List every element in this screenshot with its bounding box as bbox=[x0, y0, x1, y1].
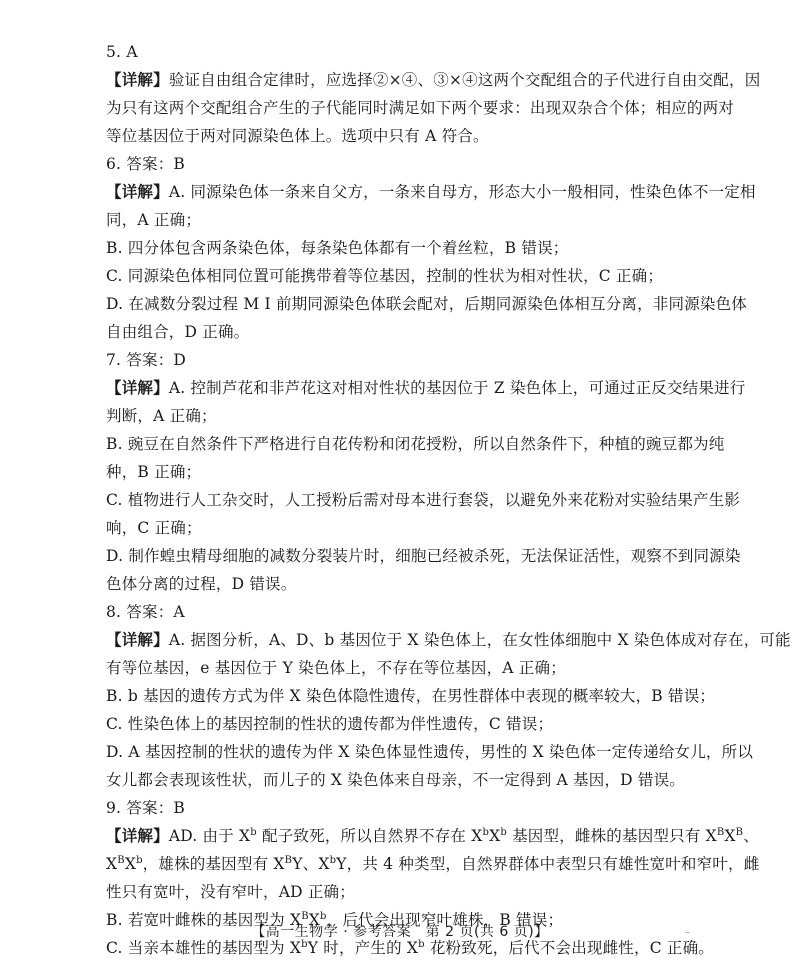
superscript-allele: b bbox=[482, 826, 490, 838]
text-line bbox=[106, 770, 706, 798]
line-text: 5. A bbox=[106, 43, 138, 61]
text-line bbox=[106, 826, 759, 854]
line-text: 验证自由组合定律时，应选择②×④、③×④这两个交配组合的子代进行自由交配，因 bbox=[168, 71, 761, 89]
line-text: 判断，A 正确； bbox=[106, 407, 217, 425]
corner-mark: ⁻ bbox=[684, 930, 690, 941]
text-line bbox=[106, 462, 706, 490]
line-text-segment: X bbox=[106, 855, 118, 873]
text-line bbox=[106, 350, 706, 378]
line-text: 8. 答案：A bbox=[106, 603, 185, 621]
line-text: C. 植物进行人工杂交时，人工授粉后需对母本进行套袋，以避免外来花粉对实验结果产生影 bbox=[106, 491, 741, 509]
line-text: 女儿都会表现该性状，而儿子的 X 染色体来自母亲，不一定得到 A 基因，D 错误。 bbox=[106, 771, 685, 789]
text-line bbox=[106, 546, 741, 574]
page-footer: 【高一生物学 · 参考答案 第 2 页(共 6 页)】 bbox=[251, 924, 549, 940]
text-line bbox=[106, 574, 706, 602]
text-line bbox=[106, 714, 706, 742]
line-text-segment: ，雄株的基因型有 X bbox=[142, 855, 285, 873]
line-text: A. 控制芦花和非芦花这对相对性状的基因位于 Z 染色体上，可通过正反交结果进行 bbox=[168, 379, 746, 397]
text-line bbox=[106, 406, 706, 434]
text-line bbox=[106, 854, 760, 882]
text-line bbox=[106, 154, 706, 182]
line-text: A. 同源染色体一条来自父方，一条来自母方，形态大小一般相同，性染色体不一定相 bbox=[168, 183, 756, 201]
line-text: 种，B 正确； bbox=[106, 463, 202, 481]
line-text-segment: X bbox=[308, 911, 321, 929]
superscript-allele: b bbox=[136, 854, 143, 866]
line-text: 为只有这两个交配组合产生的子代能同时满足如下两个要求：出现双杂合个体；相应的两对 bbox=[106, 99, 735, 117]
text-line bbox=[106, 378, 746, 406]
superscript-allele: B bbox=[716, 826, 725, 838]
superscript-allele: B bbox=[117, 854, 125, 866]
text-line bbox=[106, 658, 706, 686]
line-text-segment: Y 时，产生的 X bbox=[307, 939, 419, 957]
answer-text-body bbox=[106, 42, 791, 966]
line-text: 6. 答案：B bbox=[106, 155, 186, 173]
line-text-segment: X bbox=[124, 855, 137, 873]
text-line bbox=[106, 882, 706, 910]
superscript-allele: b bbox=[500, 826, 507, 838]
line-text: D. 在减数分裂过程 M Ⅰ 前期同源染色体联会配对，后期同源染色体相互分离，非同源染色体 bbox=[106, 295, 748, 313]
line-text: 9. 答案：B bbox=[106, 799, 186, 817]
line-text-segment: 花粉致死，后代不会出现雌性，C 正确。 bbox=[424, 939, 714, 957]
text-line bbox=[106, 938, 714, 966]
superscript-allele: B bbox=[735, 826, 744, 838]
text-line bbox=[106, 518, 706, 546]
text-line bbox=[106, 602, 706, 630]
text-line bbox=[106, 70, 761, 98]
line-text: B. b 基因的遗传方式为伴 X 染色体隐性遗传，在男性群体中表现的概率较大，B 错误； bbox=[106, 687, 716, 705]
line-text: 同，A 正确； bbox=[106, 211, 202, 229]
line-text: C. 同源染色体相同位置可能携带着等位基因，控制的性状为相对性状，C 正确； bbox=[106, 267, 664, 285]
text-line bbox=[106, 238, 706, 266]
explanation-tag: 【详解】 bbox=[106, 631, 169, 649]
line-text: 7. 答案：D bbox=[106, 351, 187, 369]
line-text-segment: 、 bbox=[743, 827, 759, 845]
text-line bbox=[106, 182, 756, 210]
text-line bbox=[106, 434, 725, 462]
line-text-segment: X bbox=[724, 827, 736, 845]
text-line bbox=[106, 742, 754, 770]
superscript-allele: b bbox=[320, 910, 327, 922]
text-line bbox=[106, 126, 706, 154]
line-text-segment: AD. 由于 X bbox=[168, 827, 251, 845]
line-text-segment: ，后代会出现窄叶雄株，B 错误； bbox=[326, 911, 564, 929]
line-text-segment: B. 若宽叶雌株的基因型为 X bbox=[106, 911, 302, 929]
explanation-tag: 【详解】 bbox=[106, 183, 169, 201]
line-text: 响，C 正确； bbox=[106, 519, 202, 537]
text-line bbox=[106, 686, 716, 714]
line-text: 自由组合，D 正确。 bbox=[106, 323, 250, 341]
line-text: B. 四分体包含两条染色体，每条染色体都有一个着丝粒，B 错误； bbox=[106, 239, 569, 257]
text-line bbox=[106, 42, 706, 70]
superscript-allele: b bbox=[250, 826, 257, 838]
text-line bbox=[106, 322, 706, 350]
line-text-segment: 配子致死，所以自然界不存在 X bbox=[256, 827, 483, 845]
superscript-allele: b bbox=[329, 854, 337, 866]
text-line bbox=[106, 210, 706, 238]
line-text: B. 豌豆在自然条件下严格进行自花传粉和闭花授粉，所以自然条件下，种植的豌豆都为纯 bbox=[106, 435, 725, 453]
line-text: 色体分离的过程，D 错误。 bbox=[106, 575, 297, 593]
line-text-segment: X bbox=[489, 827, 501, 845]
line-text: D. 制作蝗虫精母细胞的减数分裂装片时，细胞已经被杀死，无法保证活性，观察不到同源染 bbox=[106, 547, 741, 565]
line-text-segment: C. 当亲本雄性的基因型为 X bbox=[106, 939, 302, 957]
explanation-tag: 【详解】 bbox=[106, 379, 169, 397]
superscript-allele: B bbox=[284, 854, 293, 866]
line-text: 等位基因位于两对同源染色体上。选项中只有 A 符合。 bbox=[106, 127, 489, 145]
line-text-segment: Y、X bbox=[292, 855, 330, 873]
explanation-tag: 【详解】 bbox=[106, 827, 169, 845]
text-line bbox=[106, 630, 791, 658]
line-text: C. 性染色体上的基因控制的性状的遗传都为伴性遗传，C 错误； bbox=[106, 715, 554, 733]
line-text-segment: 基因型，雌株的基因型只有 X bbox=[506, 827, 717, 845]
superscript-allele: b bbox=[301, 938, 308, 950]
explanation-tag: 【详解】 bbox=[106, 71, 169, 89]
superscript-allele: b bbox=[418, 938, 425, 950]
line-text: A. 据图分析，A、D、b 基因位于 X 染色体上，在女性体细胞中 X 染色体成对存在，可能 bbox=[168, 631, 791, 649]
text-line bbox=[106, 798, 706, 826]
text-line bbox=[106, 294, 748, 322]
line-text: D. A 基因控制的性状的遗传为伴 X 染色体显性遗传，男性的 X 染色体一定传递给女儿，所以 bbox=[106, 743, 754, 761]
text-line bbox=[106, 98, 735, 126]
line-text-segment: Y，共 4 种类型，自然界群体中表型只有雄性宽叶和窄叶，雌 bbox=[336, 855, 760, 873]
superscript-allele: B bbox=[301, 910, 309, 922]
line-text: 有等位基因，e 基因位于 Y 染色体上，不存在等位基因，A 正确； bbox=[106, 659, 566, 677]
line-text: 性只有宽叶，没有窄叶，AD 正确； bbox=[106, 883, 355, 901]
text-line bbox=[106, 490, 741, 518]
text-line bbox=[106, 266, 706, 294]
